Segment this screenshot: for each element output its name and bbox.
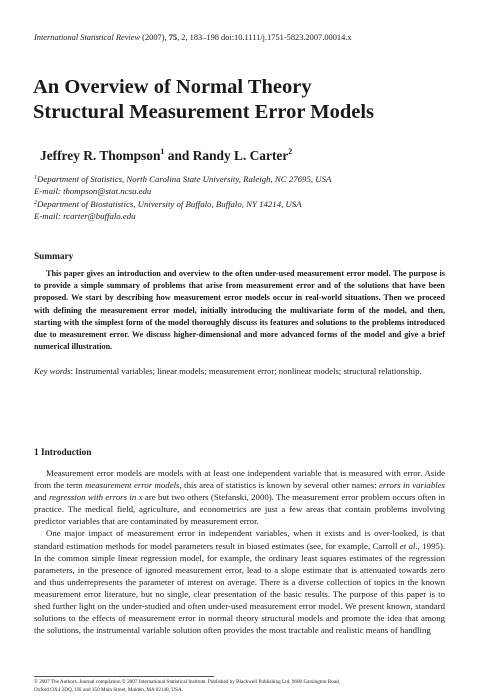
affiliation-1 bbox=[34, 173, 464, 185]
paragraph-1 bbox=[34, 467, 445, 527]
p2-text-c: , 1995). In the common simple linear regression model, for example, the ordinary least squares estimates of the regression parameters, in the presence of ignored measurement error, lead to a slope estimate that is attenuated towards zero and thus underrepresents the parameter of interest on average. There is a diverse collection of topics in the known measurement error literature, but no single, clear presentation of the basic results. The purpose of this paper is to shed further light on the under-studied and often under-used measurement error model. We present known, standard solutions to the effects of measurement error in normal theory structural models and promote the idea that among the solutions, the instrumental variable solution often provides the most tractable and realistic means of handling bbox=[34, 540, 445, 636]
title-line-2: Structural Measurement Error Models bbox=[33, 101, 375, 123]
introduction-body bbox=[34, 467, 445, 636]
p1-text-c: , this area of statistics is known by several other names: bbox=[179, 480, 380, 491]
keywords bbox=[34, 365, 445, 377]
copyright-footer bbox=[34, 678, 454, 695]
author-1-affil-mark: 1 bbox=[160, 147, 165, 156]
paragraph-2 bbox=[34, 527, 445, 636]
affiliation-2-text: Department of Biostatistics, University of Buffalo, Buffalo, NY 14214, USA bbox=[37, 198, 302, 209]
footer-rule bbox=[34, 676, 214, 677]
affiliations bbox=[34, 173, 464, 223]
email-1: E-mail: thompson@stat.ncsu.edu bbox=[34, 186, 152, 197]
p1-emph-errors-in-variables: errors in variables bbox=[379, 480, 445, 491]
paper-title bbox=[33, 75, 463, 125]
p2-emph-et-al: et al. bbox=[399, 540, 418, 551]
p1-emph-regression: regression with errors in x bbox=[49, 492, 143, 503]
journal-name: International Statistical Review bbox=[34, 33, 141, 42]
author-list bbox=[40, 148, 292, 164]
running-head bbox=[34, 33, 352, 42]
running-head-pages: , 2, 183–198 doi:10.1111/j.1751-5823.2007.00014.x bbox=[177, 33, 352, 42]
footer-line-2: Oxford OX4 2DQ, UK and 350 Main Street, Malden, MA 02148, USA. bbox=[34, 687, 183, 694]
p1-emph-term: measurement error models bbox=[85, 480, 180, 491]
summary-text: This paper gives an introduction and overview to the often under-used measurement error model. The purpose is to provide a simple summary of problems that arise from measurement error and of the solutions that have been proposed. We start by describing how measurement error models occur in real-world situations. Then we proceed with defining the measurement error model, initially introducing the multivariate form of the model, and then, starting with the simplest form of the model thoroughly discuss its features and solutions to the problems introduced due to measurement error. We discuss higher-dimensional and more advanced forms of the model and give a brief numerical illustration. bbox=[34, 269, 445, 352]
author-2-affil-mark: 2 bbox=[288, 147, 293, 156]
title-line-1: An Overview of Normal Theory bbox=[33, 76, 312, 98]
affiliation-2-mark: 2 bbox=[34, 199, 37, 206]
footer-line-1: © 2007 The Authors. Journal compilation © 2007 International Statistical Institute. Published by Blackwell Publishing Ltd, 9600 Garsington Road, bbox=[34, 679, 341, 685]
affiliation-2 bbox=[34, 198, 464, 210]
p1-text-e: and bbox=[34, 492, 50, 503]
email-2: E-mail: rcarter@buffalo.edu bbox=[34, 211, 136, 222]
summary-heading: Summary bbox=[34, 252, 74, 262]
author-1: Jeffrey R. Thompson bbox=[40, 148, 161, 163]
author-conjunction: and bbox=[164, 148, 193, 163]
section-heading-introduction: 1 Introduction bbox=[34, 448, 92, 458]
running-head-year: (2007), bbox=[140, 33, 169, 42]
affiliation-1-mark: 1 bbox=[34, 175, 37, 181]
author-2: Randy L. Carter bbox=[192, 148, 289, 163]
running-head-volume: 75 bbox=[168, 33, 178, 42]
p1-text-a: Measurement error models are models with at least one independent variable that is measured with error. Aside from the term bbox=[34, 468, 445, 491]
affiliation-1-text: Department of Statistics, North Carolina State University, Raleigh, NC 27695, USA bbox=[37, 174, 332, 184]
p2-text-a: One major impact of measurement error in independent variables, when it exists and is over-looked, is that standard estimation methods for model parameters result in biased estimates (see, for example, Carroll bbox=[34, 528, 445, 551]
p1-text-g: are but two others (Stefanski, 2000). The measurement error problem occurs often in practice. The medical field, agriculture, and econometrics are just a few areas that contain problems involving predictor variables that are contaminated by measurement error. bbox=[34, 492, 445, 527]
keywords-label: Key words bbox=[34, 366, 71, 376]
keywords-text: : Instrumental variables; linear models; measurement error; nonlinear models; structural relationship. bbox=[70, 366, 422, 376]
